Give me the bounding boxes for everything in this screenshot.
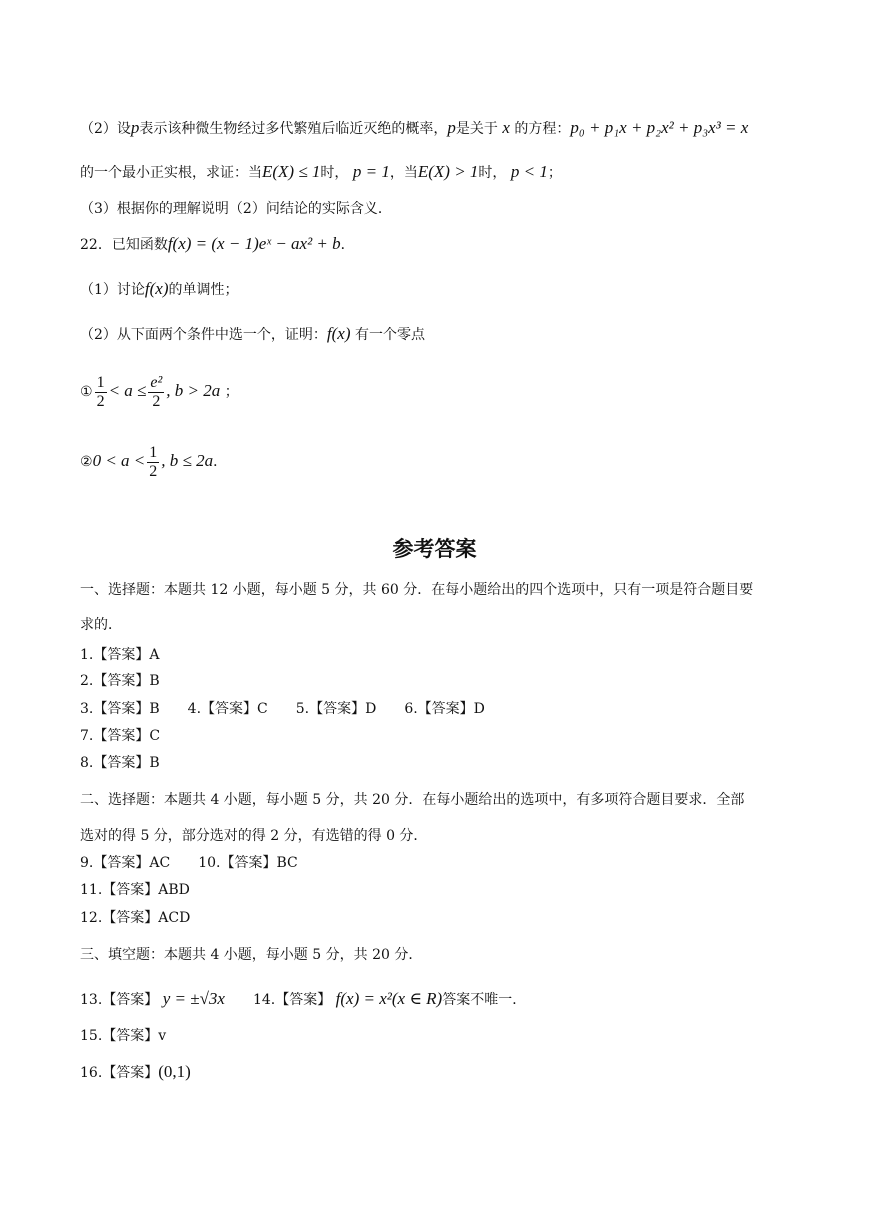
section1-heading: 一、选择题：本题共 12 小题，每小题 5 分，共 60 分．在每小题给出的四个选项中，只有一项是符合题目要 — [80, 582, 754, 598]
answer-3: 3.【答案】B — [80, 701, 160, 717]
var-p: p — [447, 118, 456, 137]
result-p-lt-1: p < 1 — [510, 162, 548, 181]
q21-part2-text-c: 是关于 — [455, 121, 498, 137]
q21-line2-text: 的一个最小正实根，求证：当 — [80, 165, 262, 181]
q21-part2-line1 — [80, 118, 748, 139]
fx: f(x) — [144, 279, 169, 298]
answer-16-value: (0,1) — [158, 1062, 191, 1081]
q21-part2-text-d: 的方程： — [514, 121, 571, 137]
q22-stem-end: ． — [340, 237, 355, 253]
fraction-e2-half — [148, 374, 164, 411]
answer-16 — [80, 1062, 191, 1083]
fx: f(x) — [326, 324, 351, 343]
frac-num: 1 — [96, 373, 105, 391]
fraction-one-half — [95, 374, 107, 411]
function-def: f(x) = (x − 1)eˣ − ax² + b — [167, 234, 341, 253]
q21-part3: （3）根据你的理解说明（2）问结论的实际含义． — [80, 201, 392, 217]
answer-11: 11.【答案】ABD — [80, 882, 190, 898]
q22-condition-1 — [80, 372, 239, 411]
q22-stem — [80, 234, 355, 255]
q22-part1 — [80, 279, 239, 300]
result-p-eq-1: p = 1 — [352, 162, 390, 181]
q21-line2-text-d: 时， — [478, 165, 507, 181]
answer-14-note: 答案不唯一． — [442, 992, 527, 1008]
frac-den: 2 — [149, 462, 158, 480]
answer-6: 6.【答案】D — [404, 701, 485, 717]
answers-title: 参考答案 — [392, 537, 477, 561]
circled-two: ② — [80, 454, 93, 470]
frac-den: 2 — [152, 392, 161, 410]
q22-condition-2 — [80, 442, 227, 481]
answer-15: 15.【答案】v — [80, 1028, 167, 1044]
q21-line2-text-b: 时， — [320, 165, 349, 181]
q21-line2-text-c: ，当 — [389, 165, 418, 181]
q22-part1-text-b: 的单调性； — [168, 282, 239, 298]
answer-16-label: 16.【答案】 — [80, 1065, 159, 1081]
condition-ex-gt-1: E(X) > 1 — [417, 162, 479, 181]
cond1-tail: , b > 2a — [166, 381, 221, 400]
answer-12: 12.【答案】ACD — [80, 910, 191, 926]
var-x: x — [502, 118, 510, 137]
q21-part2-line2 — [80, 162, 562, 183]
equation-poly: p₀ + p₁x + p₂x² + p₃x³ = x — [570, 118, 749, 137]
cond1-end: ； — [224, 384, 239, 400]
q21-part2-text-b: 表示该种微生物经过多代繁殖后临近灭绝的概率， — [139, 121, 448, 137]
answer-10: 10.【答案】BC — [198, 855, 298, 871]
fraction-one-half — [147, 444, 159, 481]
section2-heading-cont: 选对的得 5 分，部分选对的得 2 分，有选错的得 0 分． — [80, 828, 428, 844]
cond2-end: ． — [213, 454, 228, 470]
answers-13-14 — [80, 989, 526, 1010]
answer-5: 5.【答案】D — [295, 701, 377, 717]
section1-heading-cont: 求的． — [80, 617, 122, 633]
var-p: p — [130, 118, 140, 137]
answer-1: 1.【答案】A — [80, 647, 160, 663]
answer-8: 8.【答案】B — [80, 755, 160, 771]
answer-14-value: f(x) = x²(x ∈ R) — [335, 989, 443, 1008]
q22-part1-text: （1）讨论 — [80, 282, 145, 298]
answer-2: 2.【答案】B — [80, 673, 160, 689]
answer-4: 4.【答案】C — [187, 701, 268, 717]
answer-9: 9.【答案】AC — [80, 855, 171, 871]
answer-13-value: y = ±√3x — [162, 989, 225, 1008]
q22-part2 — [80, 324, 425, 345]
frac-num: 1 — [149, 443, 158, 461]
answer-13-label: 13.【答案】 — [80, 992, 159, 1008]
answers-3-6 — [80, 699, 485, 719]
q22-stem-text: 22．已知函数 — [80, 237, 168, 253]
frac-num: e² — [150, 373, 163, 391]
answer-7: 7.【答案】C — [80, 728, 161, 744]
q21-line2-text-e: ； — [547, 165, 562, 181]
cond2-tail: , b ≤ 2a — [161, 451, 214, 470]
cond2-head: 0 < a < — [92, 451, 146, 470]
answers-9-10 — [80, 853, 298, 873]
q22-part2-text: （2）从下面两个条件中选一个，证明： — [80, 327, 327, 343]
section3-heading: 三、填空题：本题共 4 小题，每小题 5 分，共 20 分． — [80, 947, 423, 963]
answer-14-label: 14.【答案】 — [252, 992, 332, 1008]
section2-heading: 二、选择题：本题共 4 小题，每小题 5 分，共 20 分．在每小题给出的选项中，有多项符合题目要求．全部 — [80, 792, 745, 808]
cond1-mid: < a ≤ — [108, 381, 147, 400]
condition-ex-le-1: E(X) ≤ 1 — [262, 162, 321, 181]
circled-one: ① — [80, 384, 93, 400]
q21-part2-text: （2）设 — [80, 121, 131, 137]
q22-part2-text-b: 有一个零点 — [354, 327, 425, 343]
frac-den: 2 — [96, 392, 105, 410]
